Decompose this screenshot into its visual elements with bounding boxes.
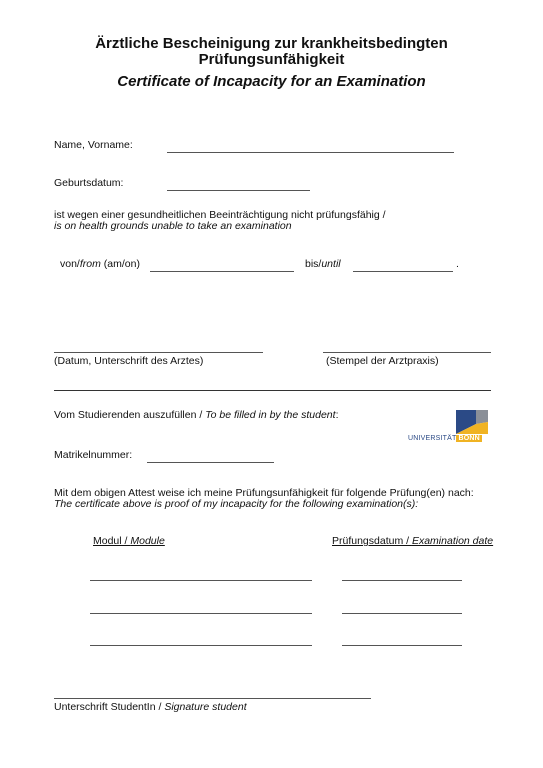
exam-date-column-header <box>332 535 493 547</box>
exam-date-field-1[interactable] <box>342 580 462 581</box>
doctor-signature-field[interactable] <box>54 352 263 353</box>
from-date-field[interactable] <box>150 271 294 272</box>
student-signature-label <box>54 701 247 713</box>
student-signature-field[interactable] <box>54 698 371 699</box>
statement-de: ist wegen einer gesundheitlichen Beeinträchtigung nicht prüfungsfähig / <box>54 209 386 221</box>
exam-date-field-3[interactable] <box>342 645 462 646</box>
title-line-1: Ärztliche Bescheinigung zur krankheitsbedingten <box>95 35 448 52</box>
document-title <box>0 36 543 68</box>
matriculation-field[interactable] <box>147 462 274 463</box>
from-label-en: from <box>79 258 101 270</box>
name-label: Name, Vorname: <box>54 139 133 151</box>
logo-text-highlight: BONN <box>458 435 480 442</box>
student-intro-de: Vom Studierenden auszufüllen / <box>54 409 206 421</box>
student-intro-en: To be filled in by the student <box>205 409 336 421</box>
attest-en: The certificate above is proof of my incapacity for the following examination(s): <box>54 498 419 510</box>
student-signature-en: Signature student <box>164 701 247 713</box>
module-field-2[interactable] <box>90 613 312 614</box>
module-field-1[interactable] <box>90 580 312 581</box>
exam-date-header-en: Examination date <box>411 535 494 547</box>
university-logo-icon <box>456 410 488 434</box>
from-label <box>60 258 140 270</box>
practice-stamp-field[interactable] <box>323 352 491 353</box>
document-subtitle: Certificate of Incapacity for an Examination <box>117 73 426 90</box>
exam-date-field-2[interactable] <box>342 613 462 614</box>
module-header-en: Module <box>130 535 165 547</box>
module-field-3[interactable] <box>90 645 312 646</box>
until-label-en: until <box>321 258 341 270</box>
name-field[interactable] <box>167 152 454 153</box>
until-period: . <box>456 258 459 270</box>
attest-de: Mit dem obigen Attest weise ich meine Prüfungsunfähigkeit für folgende Prüfung(en) nach: <box>54 487 474 499</box>
student-signature-de: Unterschrift StudentIn / <box>54 701 165 713</box>
module-header-de: Modul / <box>93 535 131 547</box>
logo-text-main: UNIVERSITÄT <box>408 435 457 442</box>
from-label-suffix: (am/on) <box>100 258 140 270</box>
exam-date-header-de: Prüfungsdatum / <box>332 535 412 547</box>
practice-stamp-label: (Stempel der Arztpraxis) <box>326 355 439 367</box>
until-label <box>305 258 341 270</box>
university-logo-text <box>408 435 482 442</box>
until-label-prefix: bis/ <box>305 258 322 270</box>
until-date-field[interactable] <box>353 271 453 272</box>
birthdate-field[interactable] <box>167 190 310 191</box>
title-line-2: Prüfungsunfähigkeit <box>198 51 345 68</box>
student-intro <box>54 409 338 421</box>
student-intro-colon: : <box>335 409 339 421</box>
module-column-header <box>93 535 165 547</box>
birthdate-label: Geburtsdatum: <box>54 177 124 189</box>
matriculation-label: Matrikelnummer: <box>54 449 133 461</box>
statement-en: is on health grounds unable to take an examination <box>54 220 292 232</box>
doctor-signature-label: (Datum, Unterschrift des Arztes) <box>54 355 204 367</box>
section-divider <box>54 390 491 391</box>
from-label-prefix: von/ <box>60 258 80 270</box>
